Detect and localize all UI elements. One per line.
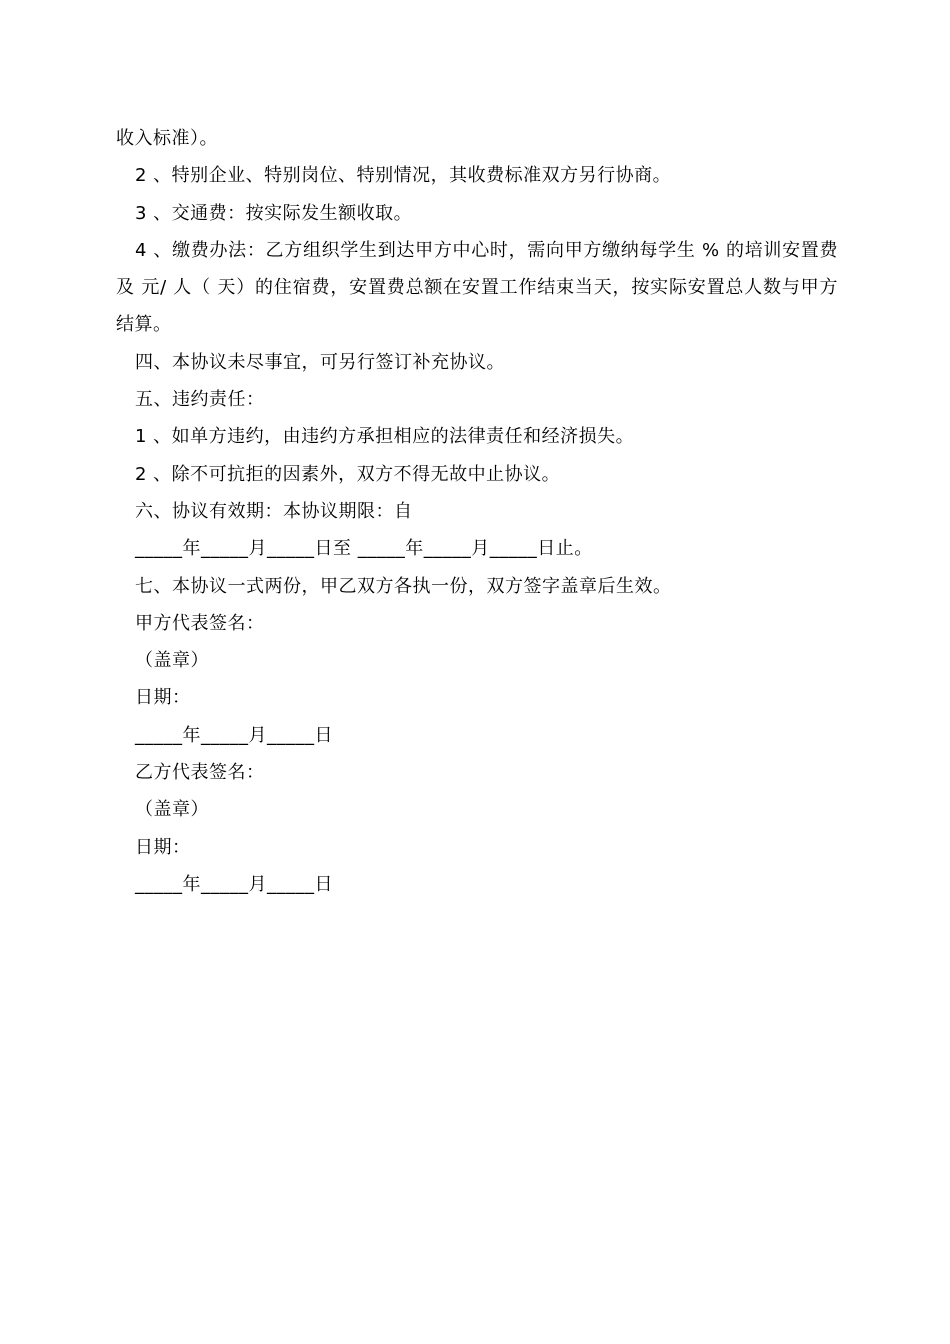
- party-a-date-blank: _____年_____月_____日: [135, 724, 333, 746]
- document-body: [116, 120, 838, 903]
- clause-5-1: 1 、如单方违约，由违约方承担相应的法律责任和经济损失。: [135, 426, 635, 448]
- party-a-seal-label: （盖章）: [135, 650, 209, 672]
- payment-text: 4 、缴费办法：乙方组织学生到达甲方中心时，需向甲方缴纳每学生 % 的培训安置费及 元/ 人（ 天）的住宿费，安置费总额在安置工作结束当天，按实际安置总人数与甲方结算。: [116, 239, 838, 336]
- clause-6: 六、协议有效期：本协议期限：自: [135, 500, 413, 522]
- clause-5-2: 2 、除不可抗拒的因素外，双方不得无故中止协议。: [135, 463, 561, 485]
- text-line: 2 、特别企业、特别岗位、特别情况，其收费标准双方另行协商。: [135, 165, 672, 187]
- party-a-date-label: 日期：: [135, 687, 191, 709]
- party-a-signature-label: 甲方代表签名：: [135, 612, 265, 634]
- party-b-date-blank: _____年_____月_____日: [135, 873, 333, 895]
- clause-7: 七、本协议一式两份，甲乙双方各执一份，双方签字盖章后生效。: [135, 575, 672, 597]
- validity-date-range: _____年_____月_____日至 _____年_____月_____日止。: [135, 538, 593, 560]
- text-line: 收入标准）。: [116, 128, 218, 149]
- party-b-signature-label: 乙方代表签名：: [135, 762, 265, 784]
- payment-paragraph: [116, 232, 838, 344]
- clause-5: 五、违约责任：: [135, 389, 265, 411]
- party-b-date-label: 日期：: [135, 836, 191, 858]
- clause-4: 四、本协议未尽事宜，可另行签订补充协议。: [135, 351, 505, 373]
- party-b-seal-label: （盖章）: [135, 799, 209, 821]
- text-line: 3 、交通费：按实际发生额收取。: [135, 202, 413, 224]
